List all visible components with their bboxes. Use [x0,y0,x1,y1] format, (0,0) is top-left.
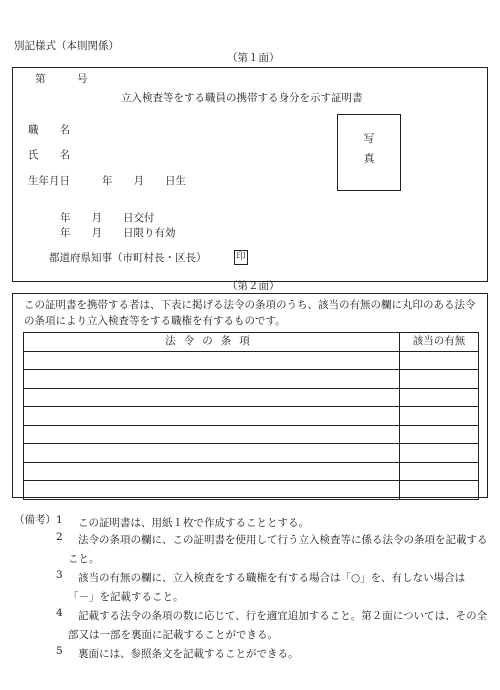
intro-text: この証明書を携帯する者は、下表に掲げる法令の条項のうち、該当の有無の欄に丸印のある法令の条項により立入検査等をする職権を有するものです。 [24,299,476,327]
law-cell [24,370,400,389]
table-row [24,407,479,426]
applicable-cell [400,444,479,463]
birth-label: 生年月日 [28,175,70,187]
applicable-cell [400,370,479,389]
certificate-number: 第 号 [35,73,88,85]
table-row [24,462,479,481]
remark-text: 記載する法令の条項の数に応じて、行を適宜追加すること。第２面については、その全部又は一部を裏面に記載することができる。 [68,610,488,641]
law-cell [24,407,400,426]
table-row [24,388,479,407]
certificate-title: 立入検査等をする職員の携帯する身分を示す証明書 [121,92,363,104]
law-table [23,332,479,500]
photo-char-1: 写 [363,132,375,145]
law-cell [24,444,400,463]
law-table-header [24,333,479,352]
remark-number: 1 [56,514,63,526]
col-law-header: 法令の条項 [24,333,400,352]
form-label: 別記様式（本則関係） [14,40,119,52]
table-row [24,351,479,370]
photo-char-2: 真 [363,152,375,165]
remark-text: この証明書は、用紙１枚で作成することとする。 [78,517,309,529]
remark-text: 裏面には、参照条文を記載することができる。 [78,648,299,660]
job-label: 職 名 [28,124,70,136]
issuer: 都道府県知事（市町村長・区長） [49,252,207,264]
page1-label: （第１面） [227,52,280,64]
applicable-cell [400,462,479,481]
remark-number: 5 [56,645,63,657]
law-cell [24,481,400,500]
law-cell [24,351,400,370]
name-label: 氏 名 [28,149,70,161]
applicable-cell [400,388,479,407]
issue-date: 年 月 日交付 [60,212,155,224]
table-row [24,425,479,444]
table-row [24,481,479,500]
table-row [24,370,479,389]
remark-text: 法令の条項の欄に、この証明書を使用して行う立入検査等に係る法令の条項を記載すること。 [68,534,488,565]
table-row [24,444,479,463]
applicable-cell [400,407,479,426]
page2-label: （第２面） [227,280,280,292]
col-applicable-header: 該当の有無 [400,333,479,352]
photo-box [337,114,401,191]
remark-number: 3 [56,569,63,581]
remark-number: 2 [56,531,63,543]
law-cell [24,425,400,444]
law-cell [24,388,400,407]
valid-until: 年 月 日限り有効 [60,227,176,239]
remarks-label: （備考） [14,514,56,526]
law-cell [24,462,400,481]
applicable-cell [400,351,479,370]
applicable-cell [400,425,479,444]
remark-text: 該当の有無の欄に、立入検査をする職権を有する場合は「○」を、有しない場合は「－」を記載すること。 [68,572,466,603]
birth-fields: 年 月 日生 [102,175,186,187]
applicable-cell [400,481,479,500]
seal-mark: 印 [234,250,248,265]
remark-number: 4 [56,607,63,619]
